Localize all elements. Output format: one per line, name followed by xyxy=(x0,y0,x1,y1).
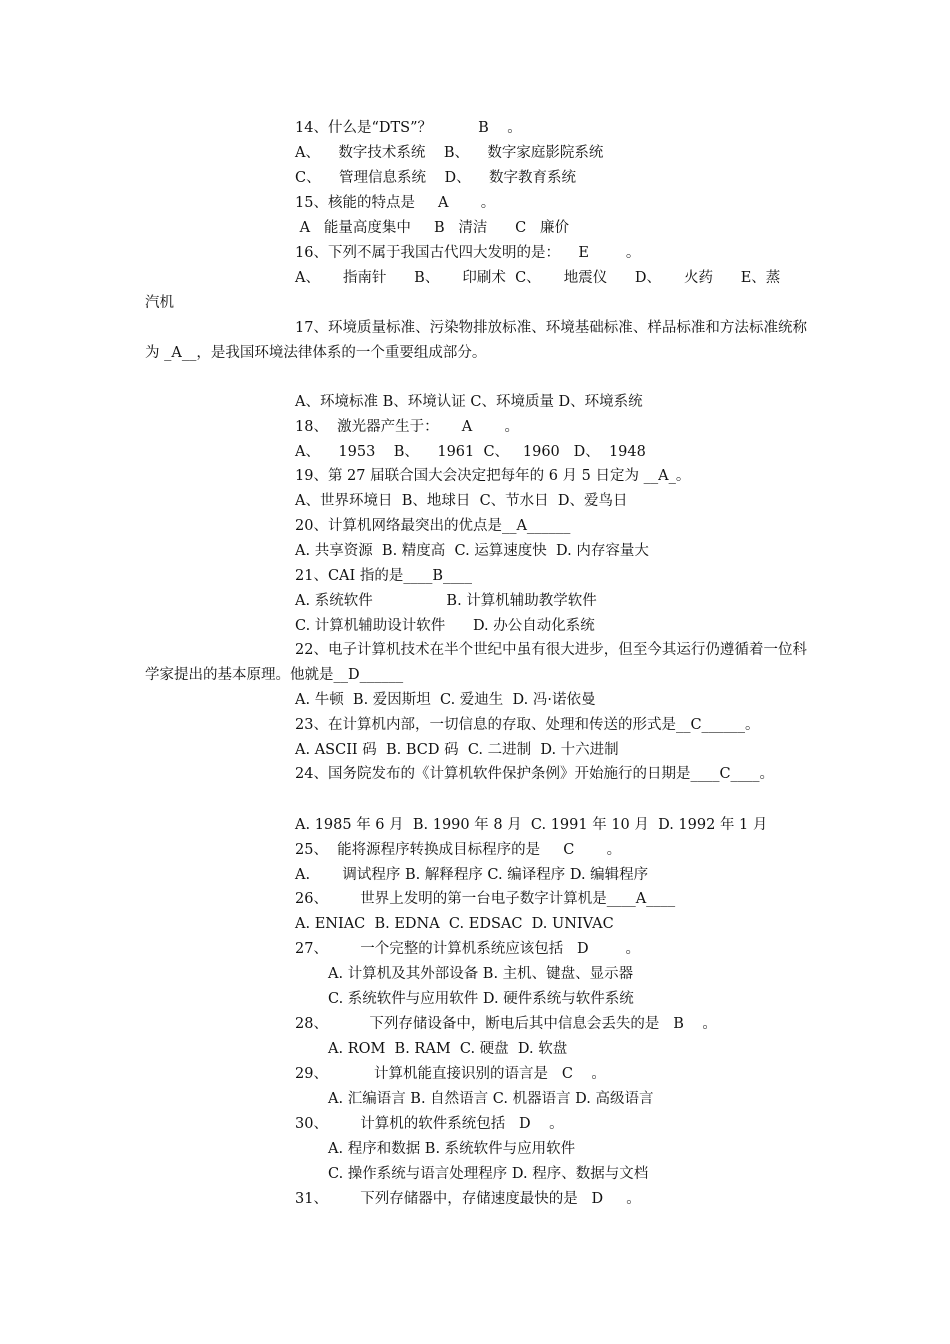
q17-options: A、环境标准 B、环境认证 C、环境质量 D、环境系统 xyxy=(295,394,643,410)
question-15: 15、核能的特点是 A 。 xyxy=(295,195,496,211)
q20-options: A. 共享资源 B. 精度高 C. 运算速度快 D. 内存容量大 xyxy=(295,543,649,559)
q28-options: A. ROM B. RAM C. 硬盘 D. 软盘 xyxy=(328,1041,568,1057)
q26-options: A. ENIAC B. EDNA C. EDSAC D. UNIVAC xyxy=(295,916,614,932)
q23-options: A. ASCII 码 B. BCD 码 C. 二进制 D. 十六进制 xyxy=(295,742,619,758)
q14-options-ab: A、 数字技术系统 B、 数字家庭影院系统 xyxy=(295,145,604,161)
question-20: 20、计算机网络最突出的优点是__A______ xyxy=(295,518,571,534)
q18-options: A、 1953 B、 1961 C、 1960 D、 1948 xyxy=(295,444,646,460)
question-16: 16、下列不属于我国古代四大发明的是： E 。 xyxy=(295,245,641,261)
q14-options-cd: C、 管理信息系统 D、 数字教育系统 xyxy=(295,170,577,186)
question-29: 29、 计算机能直接识别的语言是 C 。 xyxy=(295,1066,606,1082)
question-23: 23、在计算机内部，一切信息的存取、处理和传送的形式是__C______。 xyxy=(295,717,760,733)
q16-options: A、 指南针 B、 印刷术 C、 地震仪 D、 火药 E、蒸 xyxy=(295,270,781,286)
q16-options-wrap: 汽机 xyxy=(145,295,174,311)
question-18: 18、 激光器产生于： A 。 xyxy=(295,419,519,435)
q21-options-cd: C. 计算机辅助设计软件 D. 办公自动化系统 xyxy=(295,618,595,634)
q29-options: A. 汇编语言 B. 自然语言 C. 机器语言 D. 高级语言 xyxy=(328,1091,654,1107)
question-19: 19、第 27 届联合国大会决定把每年的 6 月 5 日定为 __A_。 xyxy=(295,468,691,484)
question-25: 25、 能将源程序转换成目标程序的是 C 。 xyxy=(295,842,622,858)
question-22: 22、电子计算机技术在半个世纪中虽有很大进步，但至今其运行仍遵循着一位科学家提出的基本原理。他就是__D______ xyxy=(145,642,807,683)
q15-options: A 能量高度集中 B 清洁 C 廉价 xyxy=(295,220,570,236)
q22-options: A. 牛顿 B. 爱因斯坦 C. 爱迪生 D. 冯·诺依曼 xyxy=(295,692,596,708)
q21-options-ab: A. 系统软件 B. 计算机辅助教学软件 xyxy=(295,593,597,609)
question-17: 17、环境质量标准、污染物排放标准、环境基础标准、样品标准和方法标准统称为 _A__，是我国环境法律体系的一个重要组成部分。 xyxy=(145,320,807,361)
question-28: 28、 下列存储设备中，断电后其中信息会丢失的是 B 。 xyxy=(295,1016,717,1032)
question-14: 14、什么是“DTS”？ B 。 xyxy=(295,120,522,136)
question-26: 26、 世界上发明的第一台电子数字计算机是____A____ xyxy=(295,891,676,907)
q24-options: A. 1985 年 6 月 B. 1990 年 8 月 C. 1991 年 10 月 D. 1992 年 1 月 xyxy=(295,817,768,833)
question-30: 30、 计算机的软件系统包括 D 。 xyxy=(295,1116,564,1132)
q30-options-cd: C. 操作系统与语言处理程序 D. 程序、数据与文档 xyxy=(328,1166,649,1182)
question-31: 31、 下列存储器中，存储速度最快的是 D 。 xyxy=(295,1191,641,1207)
q19-options: A、世界环境日 B、地球日 C、节水日 D、爱鸟日 xyxy=(295,493,628,509)
question-21: 21、CAI 指的是____B____ xyxy=(295,568,473,584)
question-24: 24、国务院发布的《计算机软件保护条例》开始施行的日期是____C____。 xyxy=(295,766,775,782)
q27-options-cd: C. 系统软件与应用软件 D. 硬件系统与软件系统 xyxy=(328,991,634,1007)
question-27: 27、 一个完整的计算机系统应该包括 D 。 xyxy=(295,941,641,957)
q25-options: A. 调试程序 B. 解释程序 C. 编译程序 D. 编辑程序 xyxy=(295,867,649,883)
q27-options-ab: A. 计算机及其外部设备 B. 主机、键盘、显示器 xyxy=(328,966,634,982)
q30-options-ab: A. 程序和数据 B. 系统软件与应用软件 xyxy=(328,1141,576,1157)
